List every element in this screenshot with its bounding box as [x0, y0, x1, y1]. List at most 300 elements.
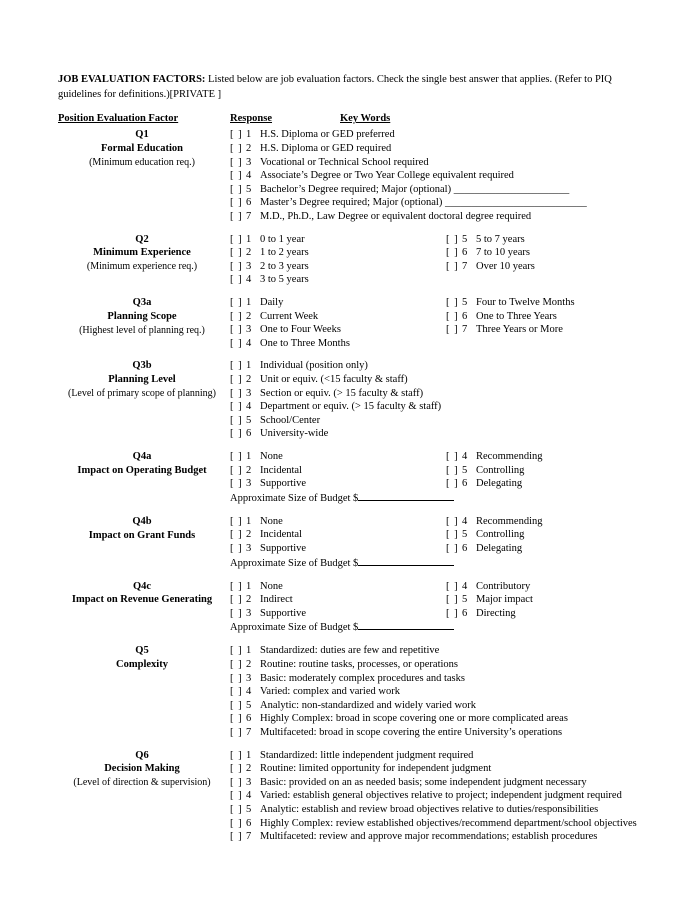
option-number: 2 — [246, 247, 252, 259]
option-number: 3 — [246, 542, 252, 554]
option-text: One to Four Weeks — [260, 324, 341, 336]
checkbox-icon[interactable]: [ ] — [230, 763, 243, 775]
question-title: Formal Education — [101, 143, 183, 155]
column-header-keywords: Key Words — [340, 113, 391, 125]
option-number: 2 — [246, 374, 252, 385]
option-text: Three Years or More — [476, 324, 563, 336]
option-choice[interactable] — [230, 323, 341, 337]
option-choice[interactable] — [230, 593, 293, 607]
option-row — [230, 712, 648, 726]
checkbox-icon[interactable]: [ ] — [230, 260, 243, 272]
option-text: Supportive — [260, 542, 307, 554]
checkbox-icon[interactable]: [ ] — [230, 183, 243, 195]
question-label — [58, 515, 226, 543]
option-text: Routine: limited opportunity for independent judgment — [260, 763, 492, 775]
option-choice[interactable] — [446, 542, 522, 556]
option-text: Basic: moderately complex procedures and tasks — [260, 672, 465, 684]
question-number: Q6 — [135, 749, 149, 761]
checkbox-icon[interactable]: [ ] — [230, 143, 243, 155]
option-row — [230, 196, 648, 210]
option-choice[interactable] — [446, 233, 525, 247]
question-label — [58, 644, 226, 672]
option-text: None — [260, 580, 283, 592]
option-row — [230, 246, 648, 260]
checkbox-icon[interactable]: [ ] — [230, 197, 243, 209]
intro-text: Listed below are job evaluation factors. Check the single best answer that applies. (Refer to PIQ guidelines for definitions.)[PRIVATE ] — [58, 74, 612, 101]
checkbox-icon[interactable]: [ ] — [230, 211, 243, 222]
option-choice[interactable] — [230, 789, 622, 803]
option-text: None — [260, 515, 283, 527]
option-text: Standardized: duties are few and repetitive — [260, 645, 440, 657]
option-number: 5 — [462, 297, 468, 309]
option-number: 5 — [462, 594, 468, 606]
option-number: 1 — [246, 129, 252, 141]
option-choice[interactable] — [230, 427, 328, 441]
checkbox-icon[interactable]: [ ] — [230, 247, 243, 259]
question-options — [230, 515, 648, 571]
option-text: H.S. Diploma or GED required — [260, 143, 392, 155]
question-number: Q3a — [132, 297, 152, 309]
question-list — [58, 128, 648, 843]
option-row — [230, 464, 648, 478]
checkbox-icon[interactable]: [ ] — [230, 817, 243, 829]
option-text: Analytic: establish and review broad objectives relative to duties/responsibilities — [260, 803, 599, 815]
option-choice[interactable] — [446, 310, 557, 324]
option-row — [230, 337, 648, 351]
budget-size-input[interactable] — [358, 491, 454, 501]
question-label — [58, 233, 226, 274]
option-text: Delegating — [476, 542, 523, 554]
option-number: 6 — [246, 197, 252, 209]
checkbox-icon[interactable]: [ ] — [230, 645, 243, 657]
checkbox-icon[interactable]: [ ] — [230, 542, 243, 554]
option-row — [230, 414, 648, 428]
option-number: 5 — [462, 233, 468, 245]
option-number: 4 — [246, 274, 252, 286]
option-row — [230, 749, 648, 763]
option-number: 1 — [246, 297, 252, 309]
checkbox-icon[interactable]: [ ] — [230, 401, 243, 413]
option-text: Current Week — [260, 310, 319, 322]
question-number: Q1 — [135, 129, 149, 141]
checkbox-icon[interactable]: [ ] — [230, 428, 243, 440]
checkbox-icon[interactable]: [ ] — [446, 324, 459, 336]
option-row — [230, 128, 648, 142]
option-choice[interactable] — [230, 699, 476, 713]
question-subtitle: (Level of direction & supervision) — [73, 777, 211, 789]
checkbox-icon[interactable]: [ ] — [230, 337, 243, 349]
option-text: One to Three Months — [260, 337, 350, 349]
option-choice[interactable] — [230, 515, 283, 529]
option-choice[interactable] — [230, 749, 473, 763]
option-number: 3 — [246, 607, 252, 619]
option-choice[interactable] — [446, 296, 575, 310]
budget-size-field[interactable] — [230, 491, 648, 506]
option-choice[interactable] — [230, 233, 305, 247]
option-number: 5 — [246, 699, 252, 711]
checkbox-icon[interactable]: [ ] — [446, 451, 459, 462]
column-headers — [58, 113, 648, 127]
question-title: Impact on Operating Budget — [77, 464, 207, 476]
option-text: Bachelor’s Degree required; Major (optional) ______________________ — [260, 183, 570, 195]
option-number: 1 — [246, 451, 252, 462]
option-number: 4 — [246, 686, 252, 698]
question-block — [58, 450, 648, 506]
option-text: Delegating — [476, 478, 523, 490]
option-choice[interactable] — [230, 685, 400, 699]
question-options — [230, 580, 648, 636]
option-choice[interactable] — [446, 477, 522, 491]
option-row — [230, 726, 648, 740]
option-number: 2 — [246, 594, 252, 606]
option-choice[interactable] — [230, 830, 597, 844]
option-row — [230, 803, 648, 817]
option-text: H.S. Diploma or GED preferred — [260, 129, 395, 141]
checkbox-icon[interactable]: [ ] — [230, 699, 243, 711]
option-text: Individual (position only) — [260, 360, 368, 372]
budget-size-field[interactable] — [230, 620, 648, 635]
checkbox-icon[interactable]: [ ] — [446, 529, 459, 541]
checkbox-icon[interactable]: [ ] — [230, 170, 243, 182]
option-number: 5 — [246, 414, 252, 426]
option-choice[interactable] — [230, 762, 491, 776]
option-choice[interactable] — [230, 450, 283, 464]
option-row — [230, 762, 648, 776]
question-options — [230, 233, 648, 287]
option-row — [230, 183, 648, 197]
option-number: 5 — [462, 529, 468, 541]
option-row — [230, 685, 648, 699]
option-row — [230, 580, 648, 594]
option-number: 2 — [246, 143, 252, 155]
budget-size-input[interactable] — [358, 620, 454, 630]
checkbox-icon[interactable]: [ ] — [230, 790, 243, 802]
checkbox-icon[interactable]: [ ] — [230, 580, 243, 592]
option-text: Highly Complex: broad in scope covering one or more complicated areas — [260, 713, 568, 725]
checkbox-icon[interactable]: [ ] — [230, 749, 243, 761]
option-choice[interactable] — [230, 658, 458, 672]
option-number: 3 — [246, 478, 252, 490]
option-row — [230, 169, 648, 183]
option-number: 3 — [246, 776, 252, 788]
question-options — [230, 644, 648, 739]
option-text: Recommending — [476, 451, 543, 462]
option-choice[interactable] — [230, 644, 439, 658]
option-number: 1 — [246, 233, 252, 245]
checkbox-icon[interactable]: [ ] — [230, 515, 243, 527]
option-text: 1 to 2 years — [260, 247, 309, 259]
option-number: 6 — [462, 542, 468, 554]
option-row — [230, 273, 648, 287]
option-row — [230, 776, 648, 790]
option-number: 6 — [462, 607, 468, 619]
checkbox-icon[interactable]: [ ] — [230, 360, 243, 372]
checkbox-icon[interactable]: [ ] — [230, 658, 243, 670]
option-choice[interactable] — [230, 246, 309, 260]
option-number: 1 — [246, 645, 252, 657]
question-title: Minimum Experience — [93, 247, 191, 259]
budget-size-input[interactable] — [358, 556, 454, 566]
question-title: Impact on Revenue Generating — [71, 594, 213, 606]
checkbox-icon[interactable]: [ ] — [230, 529, 243, 541]
option-choice[interactable] — [230, 477, 306, 491]
option-choice[interactable] — [230, 296, 283, 310]
option-text: Varied: establish general objectives relative to project; independent judgment required — [260, 790, 622, 802]
option-text: Incidental — [260, 529, 302, 541]
option-text: Multifaceted: broad in scope covering the entire University’s operations — [260, 726, 563, 738]
question-label — [58, 450, 226, 478]
option-choice[interactable] — [230, 542, 306, 556]
question-subtitle: (Highest level of planning req.) — [79, 324, 205, 336]
question-options — [230, 359, 648, 441]
question-title: Decision Making — [104, 763, 180, 775]
option-row — [230, 233, 648, 247]
option-text: Directing — [476, 607, 516, 619]
option-choice[interactable] — [230, 310, 318, 324]
checkbox-icon[interactable]: [ ] — [230, 274, 243, 286]
option-choice[interactable] — [230, 803, 598, 817]
checkbox-icon[interactable]: [ ] — [230, 310, 243, 322]
option-number: 2 — [246, 464, 252, 476]
option-number: 4 — [462, 580, 468, 592]
option-number: 2 — [246, 658, 252, 670]
checkbox-icon[interactable]: [ ] — [230, 156, 243, 168]
checkbox-icon[interactable]: [ ] — [230, 478, 243, 490]
option-number: 6 — [246, 713, 252, 725]
question-subtitle: (Level of primary scope of planning) — [67, 388, 216, 400]
column-header-factor: Position Evaluation Factor — [58, 113, 179, 125]
option-choice[interactable] — [446, 607, 516, 621]
option-row — [230, 699, 648, 713]
option-row — [230, 323, 648, 337]
option-row — [230, 400, 648, 414]
option-text: Controlling — [476, 529, 525, 541]
option-choice[interactable] — [230, 400, 441, 414]
checkbox-icon[interactable]: [ ] — [230, 713, 243, 725]
option-row — [230, 359, 648, 373]
option-choice[interactable] — [230, 387, 423, 401]
option-number: 3 — [246, 672, 252, 684]
option-text: Multifaceted: review and approve major recommendations; establish procedures — [260, 831, 598, 843]
option-row — [230, 515, 648, 529]
option-choice[interactable] — [230, 142, 391, 156]
option-row — [230, 528, 648, 542]
option-text: 2 to 3 years — [260, 260, 309, 272]
checkbox-icon[interactable]: [ ] — [446, 464, 459, 476]
option-number: 6 — [462, 478, 468, 490]
option-number: 2 — [246, 529, 252, 541]
option-choice[interactable] — [446, 464, 524, 478]
option-choice[interactable] — [230, 337, 350, 351]
checkbox-icon[interactable]: [ ] — [230, 129, 243, 141]
option-choice[interactable] — [230, 260, 309, 274]
checkbox-icon[interactable]: [ ] — [230, 374, 243, 385]
checkbox-icon[interactable]: [ ] — [230, 776, 243, 788]
intro-heading: JOB EVALUATION FACTORS: — [58, 74, 206, 85]
question-label — [58, 580, 226, 608]
option-text: Supportive — [260, 607, 307, 619]
question-subtitle: (Minimum experience req.) — [86, 261, 198, 273]
option-choice[interactable] — [446, 528, 524, 542]
option-choice[interactable] — [446, 450, 543, 464]
option-choice[interactable] — [230, 712, 568, 726]
option-row — [230, 644, 648, 658]
option-choice[interactable] — [230, 672, 465, 686]
option-text: Four to Twelve Months — [476, 297, 575, 309]
question-title: Planning Level — [108, 374, 176, 386]
checkbox-icon[interactable]: [ ] — [446, 580, 459, 592]
option-choice[interactable] — [230, 817, 637, 831]
option-text: M.D., Ph.D., Law Degree or equivalent doctoral degree required — [260, 211, 532, 222]
option-row — [230, 607, 648, 621]
option-text: Recommending — [476, 515, 543, 527]
question-block — [58, 296, 648, 350]
option-text: Basic: provided on an as needed basis; some independent judgment necessary — [260, 776, 587, 788]
checkbox-icon[interactable]: [ ] — [230, 686, 243, 698]
option-text: Daily — [260, 297, 284, 309]
checkbox-icon[interactable]: [ ] — [446, 594, 459, 606]
option-choice[interactable] — [230, 528, 302, 542]
checkbox-icon[interactable]: [ ] — [446, 515, 459, 527]
checkbox-icon[interactable]: [ ] — [230, 233, 243, 245]
checkbox-icon[interactable]: [ ] — [230, 451, 243, 462]
option-choice[interactable] — [230, 156, 429, 170]
option-number: 7 — [246, 831, 252, 843]
option-choice[interactable] — [230, 183, 569, 197]
option-choice[interactable] — [230, 464, 302, 478]
option-row — [230, 830, 648, 844]
checkbox-icon[interactable]: [ ] — [230, 726, 243, 738]
option-row — [230, 156, 648, 170]
question-number: Q4a — [132, 451, 152, 462]
option-row — [230, 296, 648, 310]
question-number: Q4c — [132, 580, 152, 592]
checkbox-icon[interactable]: [ ] — [230, 297, 243, 309]
checkbox-icon[interactable]: [ ] — [230, 607, 243, 619]
checkbox-icon[interactable]: [ ] — [230, 414, 243, 426]
option-text: Varied: complex and varied work — [260, 686, 400, 698]
option-choice[interactable] — [230, 580, 283, 594]
checkbox-icon[interactable]: [ ] — [446, 297, 459, 309]
option-number: 5 — [462, 464, 468, 476]
checkbox-icon[interactable]: [ ] — [230, 324, 243, 336]
option-row — [230, 260, 648, 274]
question-title: Planning Scope — [107, 310, 177, 322]
option-number: 4 — [462, 515, 468, 527]
option-row — [230, 817, 648, 831]
option-choice[interactable] — [230, 373, 408, 387]
option-choice[interactable] — [446, 260, 535, 274]
option-choice[interactable] — [230, 776, 587, 790]
option-choice[interactable] — [446, 323, 563, 337]
question-number: Q4b — [132, 515, 152, 527]
option-number: 6 — [246, 817, 252, 829]
checkbox-icon[interactable]: [ ] — [446, 542, 459, 554]
option-text: Unit or equiv. (<15 faculty & staff) — [260, 374, 408, 385]
option-choice[interactable] — [230, 128, 395, 142]
column-header-response: Response — [230, 113, 273, 125]
option-row — [230, 593, 648, 607]
checkbox-icon[interactable]: [ ] — [446, 310, 459, 322]
question-block — [58, 359, 648, 441]
option-choice[interactable] — [446, 246, 530, 260]
budget-size-field[interactable] — [230, 556, 648, 571]
option-text: Analytic: non-standardized and widely varied work — [260, 699, 477, 711]
option-choice[interactable] — [230, 414, 320, 428]
checkbox-icon[interactable]: [ ] — [230, 387, 243, 399]
question-label — [58, 128, 226, 169]
question-options — [230, 450, 648, 506]
option-text: Routine: routine tasks, processes, or operations — [260, 658, 459, 670]
option-row — [230, 427, 648, 441]
option-number: 4 — [246, 337, 252, 349]
option-text: Contributory — [476, 580, 531, 592]
option-choice[interactable] — [230, 273, 309, 287]
option-text: 5 to 7 years — [476, 233, 525, 245]
checkbox-icon[interactable]: [ ] — [230, 594, 243, 606]
question-number: Q2 — [135, 233, 149, 245]
option-choice[interactable] — [230, 169, 514, 183]
checkbox-icon[interactable]: [ ] — [446, 478, 459, 490]
question-label — [58, 296, 226, 337]
checkbox-icon[interactable]: [ ] — [446, 233, 459, 245]
option-text: Over 10 years — [476, 260, 535, 272]
option-text: Incidental — [260, 464, 302, 476]
option-number: 7 — [246, 211, 252, 222]
budget-size-label: Approximate Size of Budget $ — [230, 557, 359, 569]
question-title: Impact on Grant Funds — [88, 529, 196, 541]
option-number: 6 — [246, 428, 252, 440]
question-title: Complexity — [116, 659, 168, 671]
option-number: 6 — [462, 310, 468, 322]
checkbox-icon[interactable]: [ ] — [446, 247, 459, 259]
option-text: School/Center — [260, 414, 321, 426]
question-subtitle: (Minimum education req.) — [89, 157, 195, 169]
checkbox-icon[interactable]: [ ] — [446, 260, 459, 272]
option-number: 5 — [246, 183, 252, 195]
option-number: 4 — [246, 790, 252, 802]
option-choice[interactable] — [446, 593, 533, 607]
option-choice[interactable] — [230, 607, 306, 621]
option-choice[interactable] — [230, 726, 562, 740]
option-text: 3 to 5 years — [260, 274, 309, 286]
option-choice[interactable] — [230, 359, 368, 373]
option-text: Controlling — [476, 464, 525, 476]
option-number: 1 — [246, 749, 252, 761]
option-text: University-wide — [260, 428, 329, 440]
checkbox-icon[interactable]: [ ] — [230, 831, 243, 843]
question-options — [230, 749, 648, 844]
question-block — [58, 749, 648, 844]
option-number: 1 — [246, 360, 252, 372]
option-row — [230, 672, 648, 686]
option-text: Standardized: little independent judgment required — [260, 749, 474, 761]
option-choice[interactable] — [446, 580, 530, 594]
checkbox-icon[interactable]: [ ] — [230, 672, 243, 684]
option-choice[interactable] — [230, 210, 531, 224]
option-choice[interactable] — [230, 196, 587, 210]
option-text: Master’s Degree required; Major (optional) ___________________________ — [260, 197, 587, 209]
option-choice[interactable] — [446, 515, 543, 529]
checkbox-icon[interactable]: [ ] — [230, 803, 243, 815]
option-row — [230, 387, 648, 401]
question-block — [58, 128, 648, 223]
option-row — [230, 658, 648, 672]
checkbox-icon[interactable]: [ ] — [230, 464, 243, 476]
option-number: 3 — [246, 260, 252, 272]
checkbox-icon[interactable]: [ ] — [446, 607, 459, 619]
question-block — [58, 644, 648, 739]
